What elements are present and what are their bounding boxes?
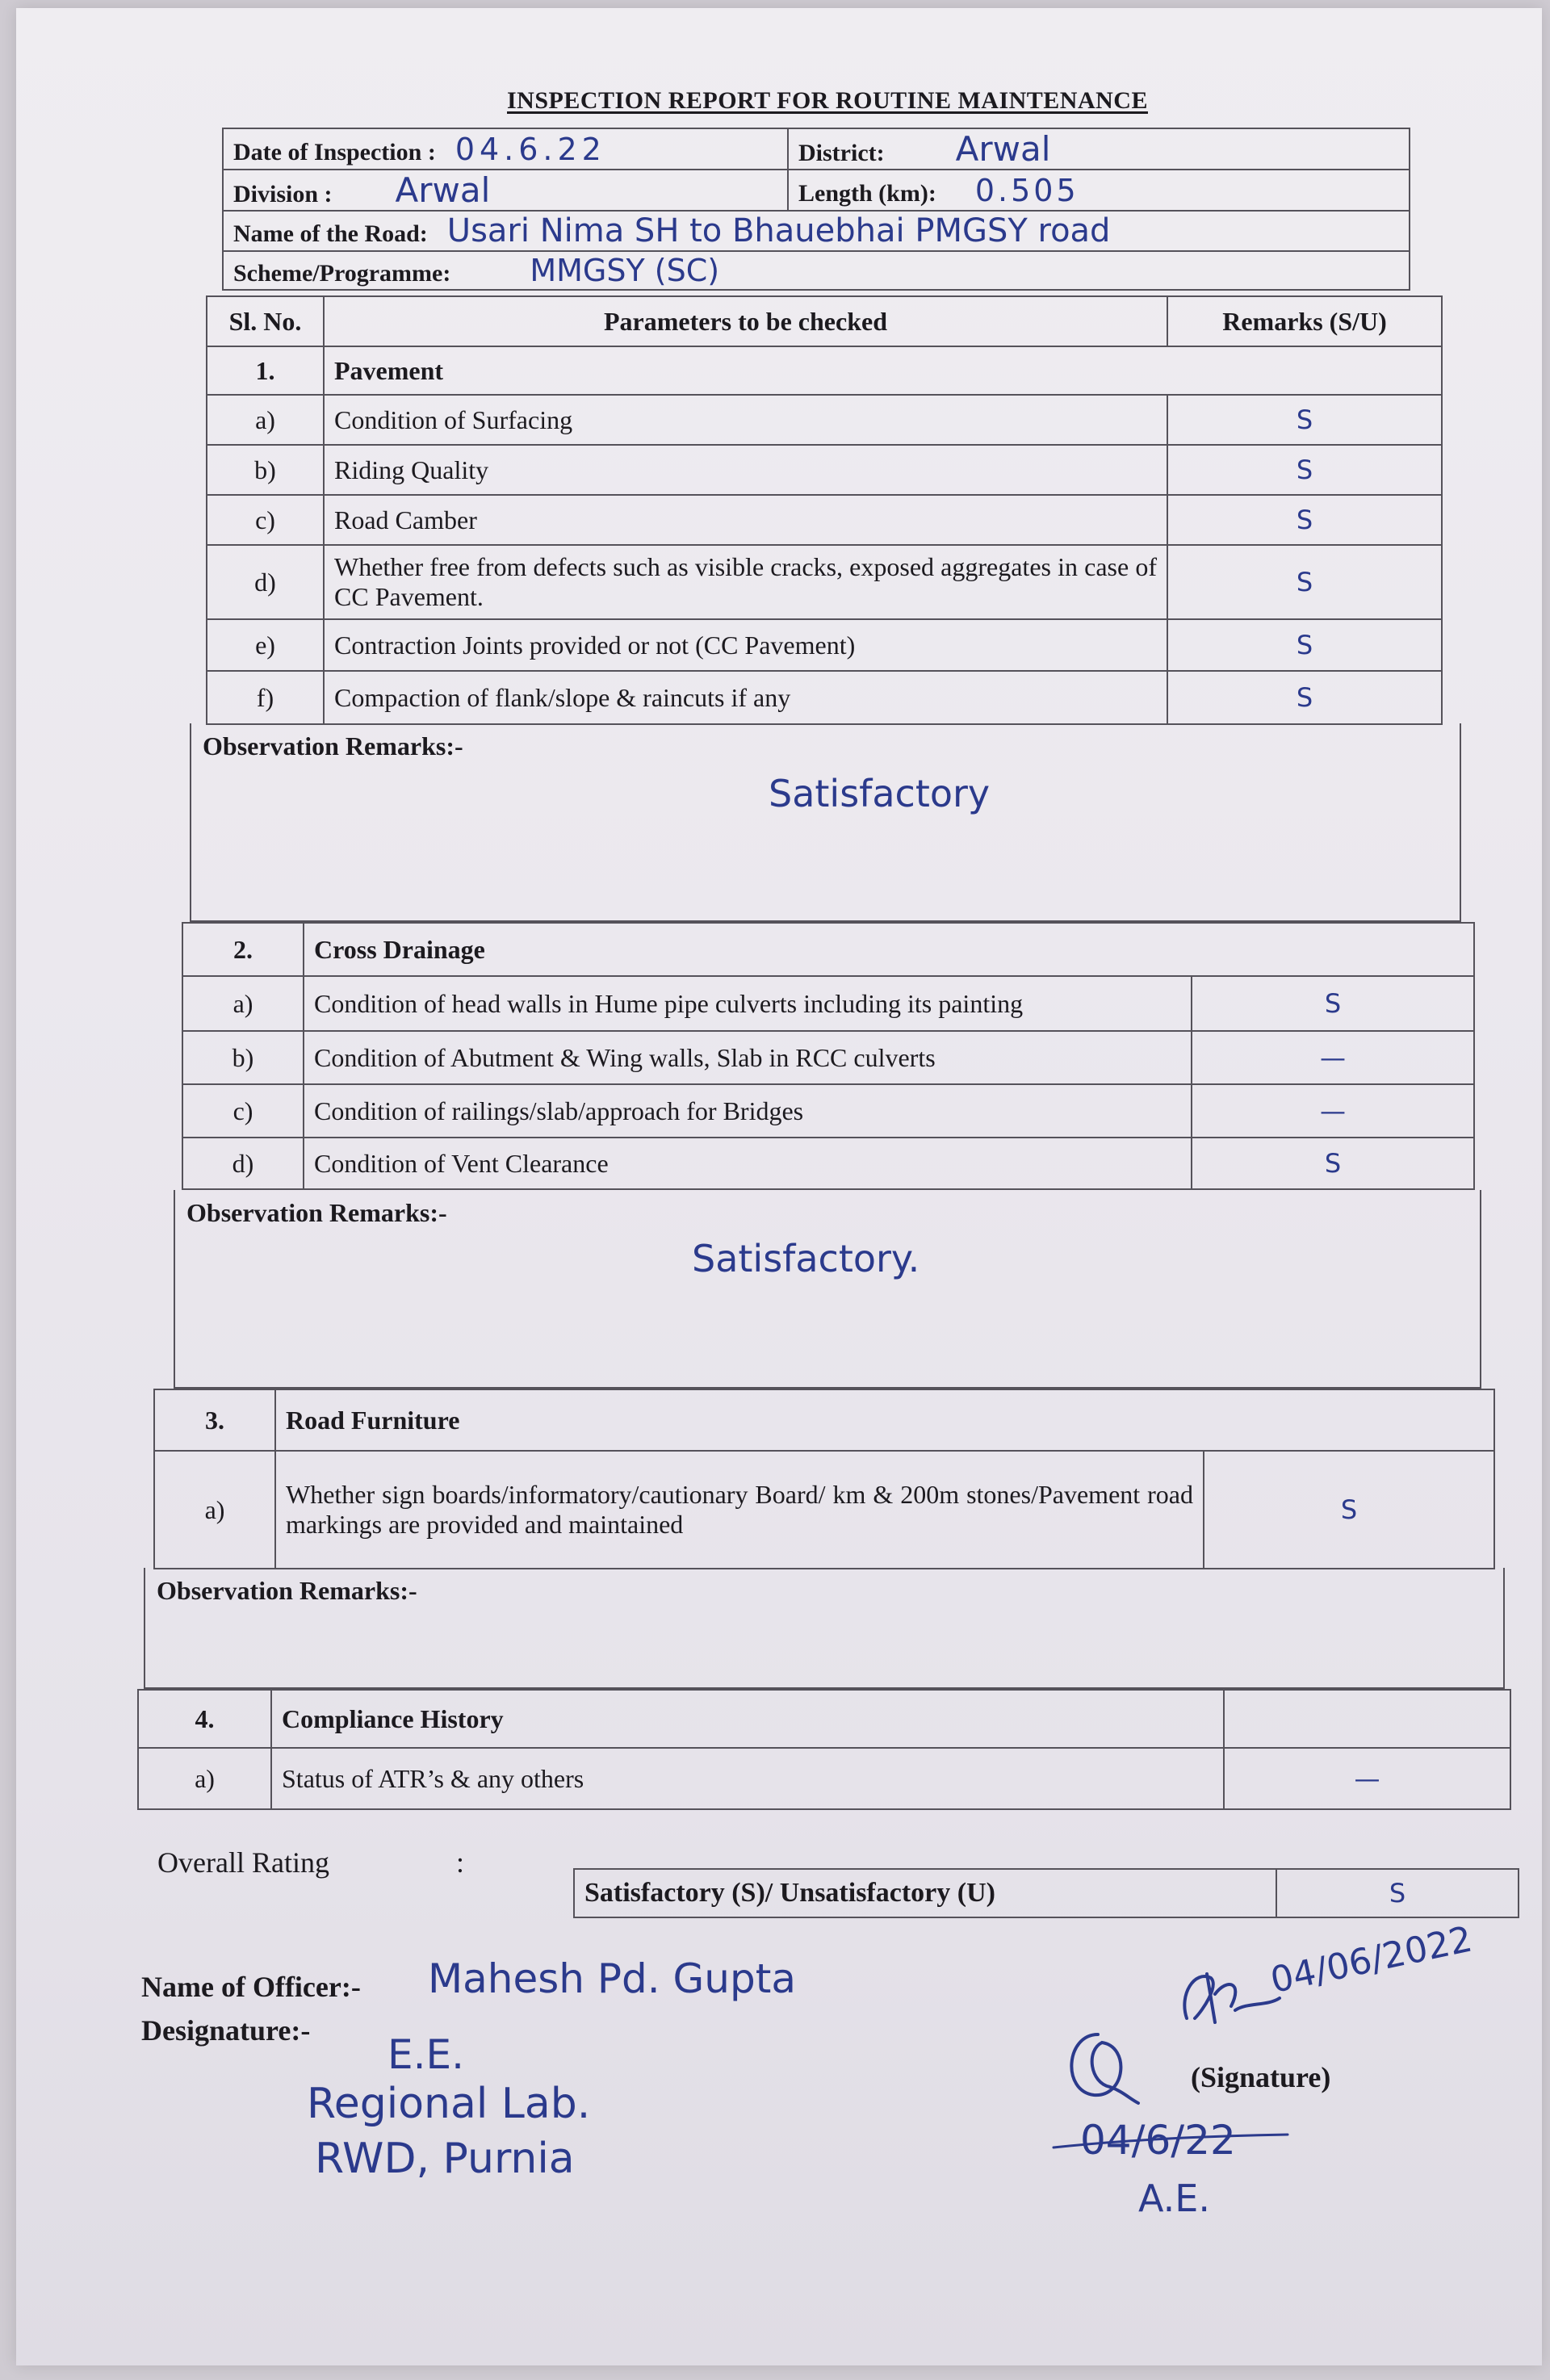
row-id: d) xyxy=(207,545,324,619)
row-parameter: Whether sign boards/informatory/cautionary Board/ km & 200m stones/Pavement road markings are provided and maintained xyxy=(275,1451,1204,1569)
table-row xyxy=(182,1138,1474,1189)
date-value: 04.6.22 xyxy=(455,131,606,167)
row-parameter: Riding Quality xyxy=(324,445,1167,495)
row-remark: S xyxy=(1192,1138,1474,1189)
row-remark: S xyxy=(1167,445,1442,495)
signature-mark-upper xyxy=(1171,1962,1284,2034)
observation-remarks-label: Observation Remarks:- xyxy=(186,1198,447,1227)
row-id: a) xyxy=(182,976,304,1031)
district-cell xyxy=(788,128,1410,170)
empty-remark-cell xyxy=(1224,1690,1510,1748)
row-id: c) xyxy=(207,495,324,545)
row-id: b) xyxy=(182,1031,304,1084)
row-id: e) xyxy=(207,619,324,671)
signature-label: (Signature) xyxy=(1191,2061,1331,2093)
scheme-cell xyxy=(223,251,1410,290)
length-value: 0.505 xyxy=(974,172,1079,208)
table-row xyxy=(207,495,1442,545)
section-number: 1. xyxy=(207,346,324,395)
section-number: 3. xyxy=(154,1389,275,1451)
row-id: d) xyxy=(182,1138,304,1189)
overall-rating-label: Overall Rating xyxy=(157,1846,329,1879)
scheme-label: Scheme/Programme: xyxy=(233,260,451,287)
length-label: Length (km): xyxy=(798,179,936,207)
table-row xyxy=(207,395,1442,445)
col-param-header: Parameters to be checked xyxy=(324,296,1167,346)
row-parameter: Compaction of flank/slope & raincuts if any xyxy=(324,671,1167,724)
row-parameter: Condition of Abutment & Wing walls, Slab in RCC culverts xyxy=(304,1031,1192,1084)
section-title-compliance: Compliance History xyxy=(271,1690,1224,1748)
overall-rating-box-label: Satisfactory (S)/ Unsatisfactory (U) xyxy=(574,1869,1276,1917)
row-id: f) xyxy=(207,671,324,724)
officer-name-value: Mahesh Pd. Gupta xyxy=(428,1955,796,2002)
signature-date-upper: 04/06/2022 xyxy=(1267,1918,1477,2001)
cross-drainage-table xyxy=(182,922,1475,1190)
table-row xyxy=(182,1084,1474,1138)
officer-name-label: Name of Officer:- xyxy=(141,1971,361,2003)
table-row xyxy=(154,1451,1494,1569)
table-row xyxy=(138,1748,1510,1809)
row-remark: S xyxy=(1204,1451,1494,1569)
row-parameter: Status of ATR’s & any others xyxy=(271,1748,1224,1809)
row-remark: — xyxy=(1192,1031,1474,1084)
row-remark: S xyxy=(1192,976,1474,1031)
signature-date-lower: 04/6/22 xyxy=(1080,2117,1236,2164)
signature-mark-lower xyxy=(1054,2026,1142,2107)
row-remark: S xyxy=(1167,619,1442,671)
district-value: Arwal xyxy=(955,129,1051,169)
paper-sheet xyxy=(16,8,1542,2365)
table-row xyxy=(182,1031,1474,1084)
road-furniture-table xyxy=(153,1389,1495,1569)
overall-rating-colon: : xyxy=(456,1846,465,1879)
section-number: 4. xyxy=(138,1690,271,1748)
division-value: Arwal xyxy=(395,170,491,210)
compliance-table xyxy=(137,1689,1511,1810)
row-parameter: Contraction Joints provided or not (CC Pavement) xyxy=(324,619,1167,671)
row-remark: S xyxy=(1167,545,1442,619)
row-id: a) xyxy=(154,1451,275,1569)
row-id: b) xyxy=(207,445,324,495)
row-parameter: Condition of Surfacing xyxy=(324,395,1167,445)
col-sl-header: Sl. No. xyxy=(207,296,324,346)
col-remarks-header: Remarks (S/U) xyxy=(1167,296,1442,346)
road-value: Usari Nima SH to Bhauebhai PMGSY road xyxy=(446,212,1111,249)
pavement-table xyxy=(206,295,1443,725)
row-remark: — xyxy=(1224,1748,1510,1809)
designation-line-2: Regional Lab. xyxy=(307,2080,591,2128)
report-title: INSPECTION REPORT FOR ROUTINE MAINTENANCE xyxy=(507,87,1148,114)
road-furniture-remarks-box xyxy=(144,1568,1505,1689)
observation-remarks-label: Observation Remarks:- xyxy=(157,1576,417,1605)
section-title-cross-drainage: Cross Drainage xyxy=(304,923,1474,976)
row-parameter: Condition of Vent Clearance xyxy=(304,1138,1192,1189)
road-cell xyxy=(223,211,1410,251)
row-remark: S xyxy=(1167,395,1442,445)
date-label: Date of Inspection : xyxy=(233,138,436,166)
section-number: 2. xyxy=(182,923,304,976)
section-title-pavement: Pavement xyxy=(324,346,1442,395)
designation-line-3: RWD, Purnia xyxy=(315,2135,575,2183)
row-id: c) xyxy=(182,1084,304,1138)
row-parameter: Condition of railings/slab/approach for Bridges xyxy=(304,1084,1192,1138)
row-remark: S xyxy=(1167,495,1442,545)
designation-label: Designature:- xyxy=(141,2014,311,2047)
row-id: a) xyxy=(207,395,324,445)
pavement-remarks-value: Satisfactory xyxy=(769,772,991,815)
cross-drainage-remarks-box xyxy=(174,1190,1481,1389)
table-row xyxy=(207,445,1442,495)
pavement-remarks-box xyxy=(190,723,1461,922)
scheme-value: MMGSY (SC) xyxy=(530,253,720,288)
length-cell xyxy=(788,170,1410,211)
district-label: District: xyxy=(798,140,885,166)
signature-title: A.E. xyxy=(1138,2177,1210,2220)
observation-remarks-label: Observation Remarks:- xyxy=(203,731,463,761)
division-cell xyxy=(223,170,788,211)
row-remark: S xyxy=(1167,671,1442,724)
road-label: Name of the Road: xyxy=(233,220,428,247)
table-row xyxy=(207,545,1442,619)
row-parameter: Whether free from defects such as visible cracks, exposed aggregates in case of CC Pavement. xyxy=(324,545,1167,619)
row-parameter: Road Camber xyxy=(324,495,1167,545)
division-label: Division : xyxy=(233,181,333,207)
cross-drainage-remarks-value: Satisfactory. xyxy=(692,1237,920,1280)
row-parameter: Condition of head walls in Hume pipe culverts including its painting xyxy=(304,976,1192,1031)
section-title-road-furniture: Road Furniture xyxy=(275,1389,1494,1451)
table-row xyxy=(207,671,1442,724)
row-remark: — xyxy=(1192,1084,1474,1138)
table-row xyxy=(182,976,1474,1031)
row-id: a) xyxy=(138,1748,271,1809)
table-row xyxy=(207,619,1442,671)
header-table xyxy=(222,128,1410,291)
overall-rating-box xyxy=(573,1868,1519,1918)
designation-line-1: E.E. xyxy=(388,2031,464,2078)
date-cell xyxy=(223,128,788,170)
overall-rating-value: S xyxy=(1276,1869,1519,1917)
